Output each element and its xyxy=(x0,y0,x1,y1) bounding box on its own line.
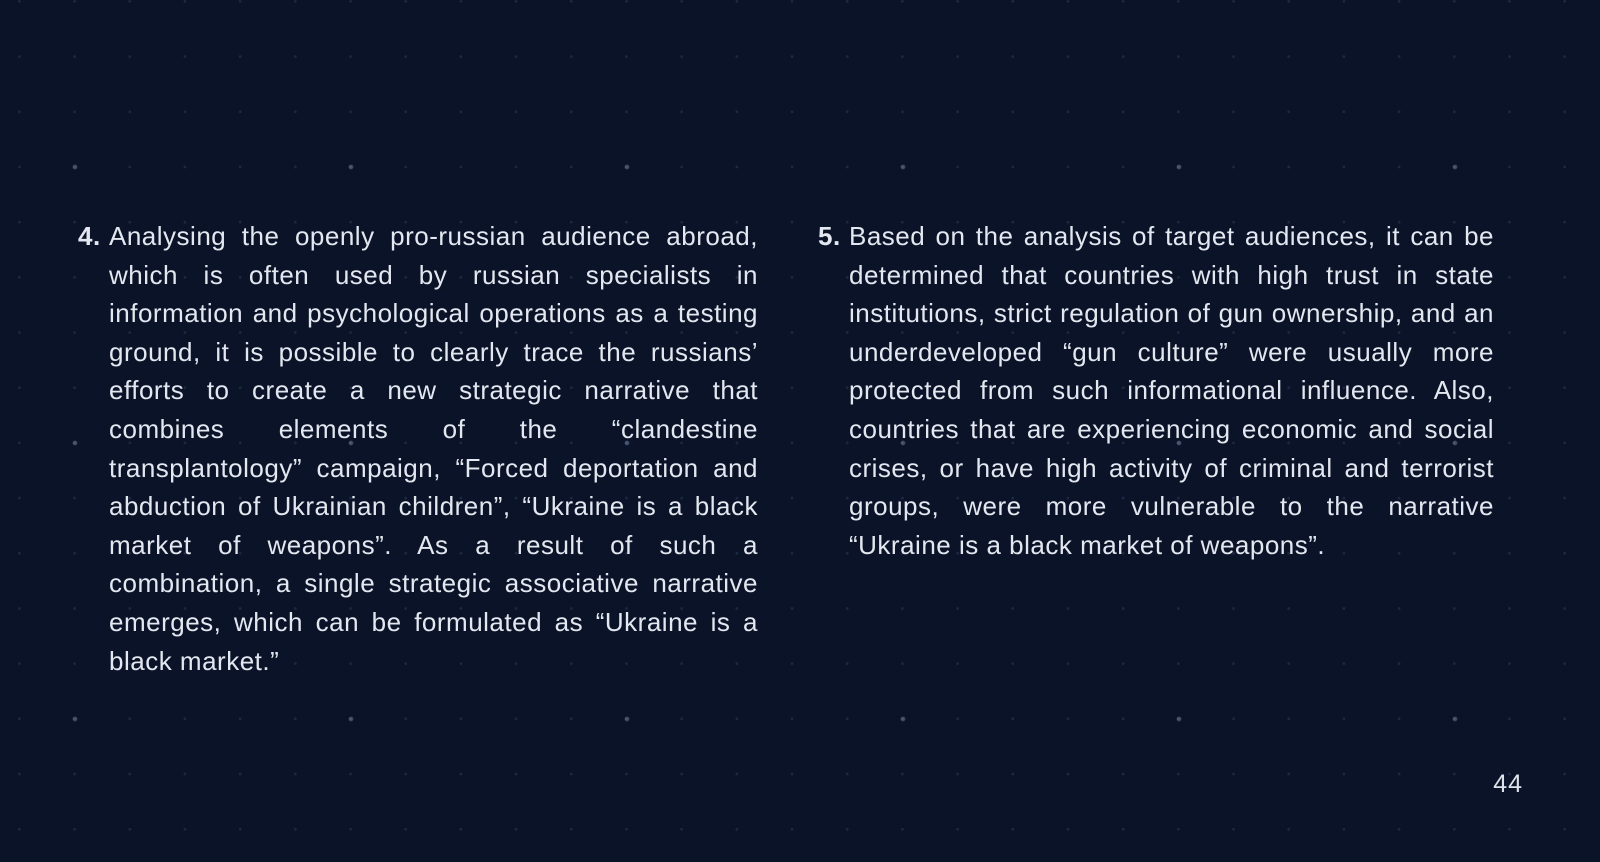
list-item xyxy=(818,217,1494,564)
page-number: 44 xyxy=(1493,770,1523,798)
item-text: Analysing the openly pro-russian audience abroad, which is often used by russian specialists in information and psychological operations as a testing ground, it is possible to clearly trace the russians’ efforts to create a new strategic narrative that combines elements of the “clandestine transplantology” campaign, “Forced deportation and abduction of Ukrainian children”, “Ukraine is a black market of weapons”. As a result of such a combination, a single strategic associative narrative emerges, which can be formulated as “Ukraine is a black market.” xyxy=(109,221,758,676)
item-text: Based on the analysis of target audiences, it can be determined that countries with high trust in state institutions, strict regulation of gun ownership, and an underdeveloped “gun culture” were usually more protected from such informational influence. Also, countries that are experiencing economic and social crises, or have high activity of criminal and terrorist groups, were more vulnerable to the narrative “Ukraine is a black market of weapons”. xyxy=(849,221,1494,560)
item-number: 4. xyxy=(78,221,101,251)
list-item xyxy=(78,217,758,680)
item-number: 5. xyxy=(818,221,841,251)
